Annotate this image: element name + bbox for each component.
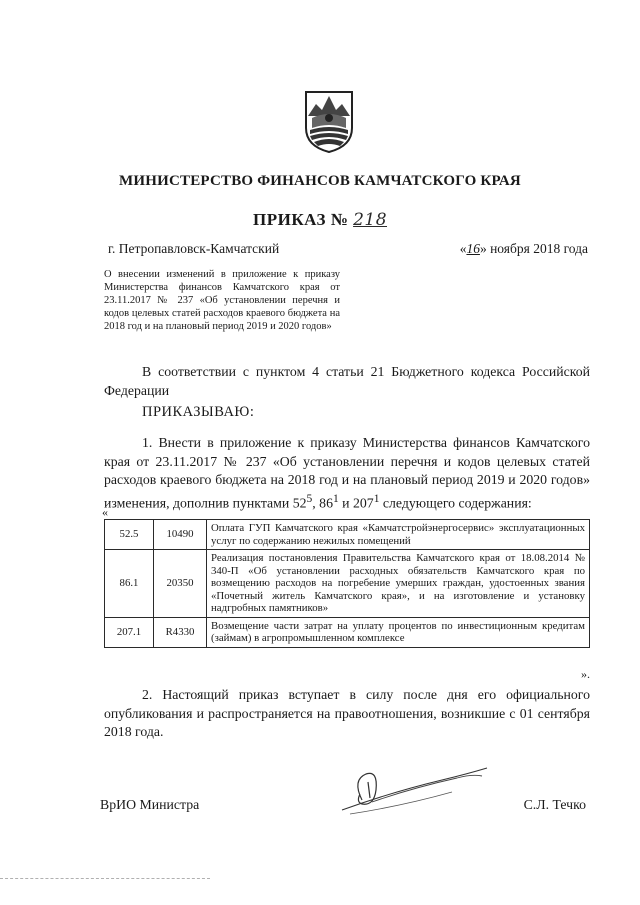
date-open-quote: « [459, 241, 467, 256]
order-number: 218 [353, 210, 388, 230]
item-description: Возмещение части затрат на уплату процентов по инвестиционным кредитам (займам) в агропромышленном комплексе [207, 617, 590, 647]
item-code: 20350 [154, 550, 207, 618]
ministry-name: МИНИСТЕРСТВО ФИНАНСОВ КАМЧАТСКОГО КРАЯ [119, 173, 521, 189]
item-code: R4330 [154, 617, 207, 647]
item-number: 52.5 [105, 520, 154, 550]
item-code: 10490 [154, 520, 207, 550]
item-1-mid-1: , 86 [312, 495, 333, 511]
target-items-table [104, 519, 590, 648]
signer-position: ВрИО Министра [100, 797, 200, 812]
date-day: 16 [466, 241, 480, 256]
order-title [0, 210, 640, 230]
item-number: 207.1 [105, 617, 154, 647]
coat-of-arms-emblem [302, 88, 356, 154]
item-number: 86.1 [105, 550, 154, 618]
footer-divider [0, 878, 210, 879]
table-row [105, 550, 590, 618]
order-word: ПРИКАЗЫВАЮ: [142, 404, 255, 420]
item-description: Реализация постановления Правительства Камчатского края от 18.08.2014 № 340-П «Об установлении расходных обязательств Камчатского края по возмещению расходов на погребение умерших граждан, удостоенных звания «Почетный житель Камчатского края», и на изготовление и установку надгробных памятников» [207, 550, 590, 618]
item-1-mid-2: и 207 [338, 495, 374, 511]
signer-name: С.Л. Течко [523, 797, 586, 812]
city: г. Петропавловск-Камчатский [108, 241, 280, 256]
order-date [460, 241, 588, 257]
order-label: ПРИКАЗ № [252, 210, 349, 229]
item-1-sup-2: 1 [332, 492, 339, 505]
table-open-quote: « [102, 505, 108, 519]
item-1-sup-3: 1 [373, 492, 380, 505]
date-month-year: » ноября 2018 года [479, 241, 588, 256]
item-1-sup-1: 5 [306, 492, 313, 505]
item-2-paragraph: 2. Настоящий приказ вступает в силу после дня его официального опубликования и распространяется на правоотношения, возникшие с 01 сентября 2018 года. [104, 687, 590, 739]
order-subject: О внесении изменений в приложение к приказу Министерства финансов Камчатского края от 23.11.2017 № 237 «Об установлении перечня и кодов целевых статей расходов краевого бюджета на 2018 год и на плановый период 2019 и 2020 годов» [104, 269, 340, 332]
table-row [105, 617, 590, 647]
item-1-tail: следующего содержания: [379, 495, 532, 511]
handwritten-signature [332, 740, 492, 830]
basis-paragraph: В соответствии с пунктом 4 статьи 21 Бюджетного кодекса Российской Федерации [104, 364, 590, 398]
table-row [105, 520, 590, 550]
item-1-text: 1. Внести в приложение к приказу Министерства финансов Камчатского края от 23.11.2017 № 237 «Об установлении перечня и кодов целевых статей расходов краевого бюджета на 2018 год и на плановый период 2019 и 2020 годов» изменения, дополнив пунктами 52 [104, 435, 590, 511]
item-description: Оплата ГУП Камчатского края «Камчатстройэнергосервис» эксплуатационных услуг по содержанию нежилых помещений [207, 520, 590, 550]
item-1-paragraph [104, 434, 590, 513]
table-close-quote: ». [581, 667, 590, 681]
